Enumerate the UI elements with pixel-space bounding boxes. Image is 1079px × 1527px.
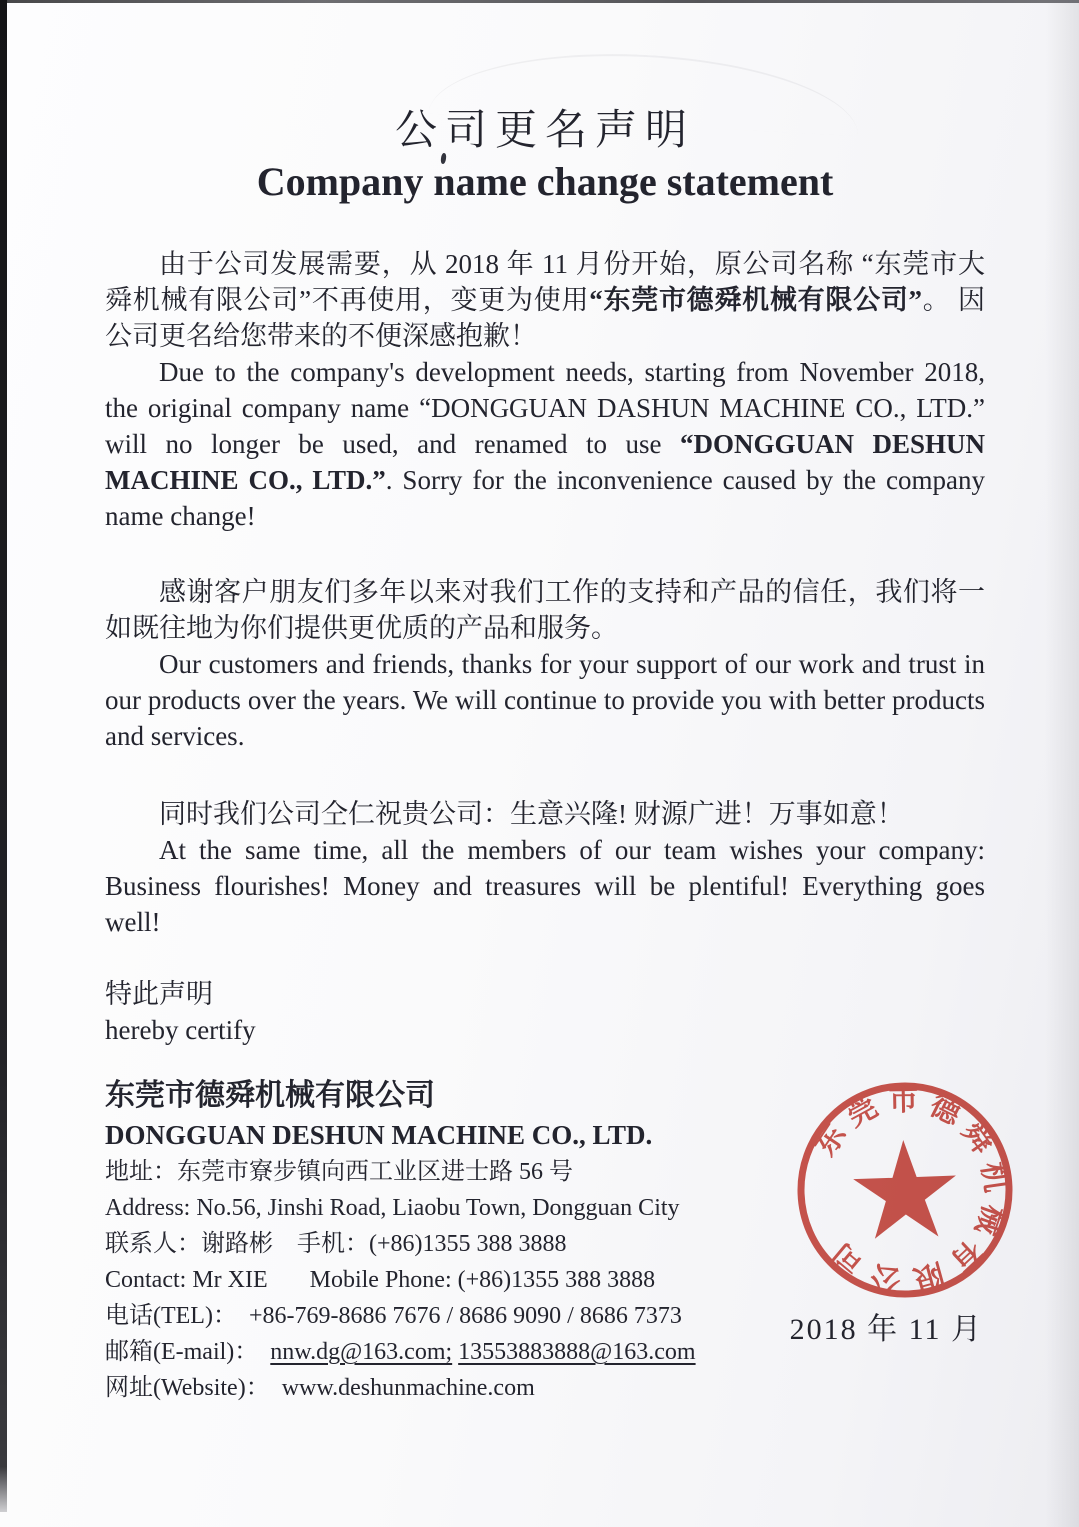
seal-star-icon xyxy=(852,1138,958,1239)
email-address-2: 13553883888@163.com xyxy=(458,1339,696,1365)
website-label: 网址(Website)： xyxy=(105,1375,282,1401)
new-company-name-english: “DONGGUAN DESHUN MACHINE CO., LTD.” xyxy=(105,429,985,495)
paragraph-1-chinese xyxy=(105,246,985,354)
email-address-1: nnw.dg@163.com; xyxy=(270,1339,453,1365)
declaration-chinese: 特此声明 xyxy=(105,979,213,1009)
website-line xyxy=(105,1370,985,1406)
paragraph-2-chinese: 感谢客户朋友们多年以来对我们工作的支持和产品的信任，我们将一如既往地为你们提供更优质的产品和服务。 xyxy=(105,577,985,643)
contact-line-chinese: 联系人：谢路彬 手机：(+86)1355 388 3888 xyxy=(105,1231,567,1257)
scan-edge-top xyxy=(0,0,1079,3)
document-title-english: Company name change statement xyxy=(256,159,834,204)
document-date: 2018 年 11 月 xyxy=(789,1313,983,1346)
new-company-name-chinese: “东莞市德舜机械有限公司” xyxy=(589,285,923,315)
website-url: www.deshunmachine.com xyxy=(281,1375,535,1401)
paragraph-1-chinese-post: 。 因公司更名给您带来的不便深感抱歉！ xyxy=(105,285,986,351)
seal-text: 东莞市德舜机械有限公司 xyxy=(808,1083,1013,1297)
address-line-chinese: 地址：东莞市寮步镇向西工业区进士路 56 号 xyxy=(105,1159,573,1185)
address-line-english: Address: No.56, Jinshi Road, Liaobu Town, Dongguan City xyxy=(105,1195,680,1221)
scan-edge-right-shadow xyxy=(1045,0,1079,1527)
scan-edge-left xyxy=(0,0,7,1512)
email-label: 邮箱(E-mail)： xyxy=(105,1339,271,1365)
signature-company-chinese: 东莞市德舜机械有限公司 xyxy=(105,1079,435,1112)
paragraph-1-english xyxy=(105,354,985,534)
telephone-line: 电话(TEL)： +86-769-8686 7676 / 8686 9090 / 8686 7373 xyxy=(105,1303,682,1329)
signature-company-english: DONGGUAN DESHUN MACHINE CO., LTD. xyxy=(105,1120,653,1150)
declaration-english: hereby certify xyxy=(105,1015,256,1045)
paragraph-3-chinese: 同时我们公司仝仁祝贵公司：生意兴隆! 财源广进！万事如意！ xyxy=(159,799,904,829)
paragraph-1-chinese-pre: 由于公司发展需要，从 2018 年 11 月份开始，原公司名称 “东莞市大舜机械有限公司”不再使用，变更为使用 xyxy=(105,249,985,315)
document-title-chinese: 公司更名声明 xyxy=(394,108,695,154)
paragraph-2-english: Our customers and friends, thanks for your support of our work and trust in our products over the years. We will continue to provide you with better products and services. xyxy=(105,649,985,751)
paragraph-1-english-post: . Sorry for the inconvenience caused by the company name change! xyxy=(105,465,985,531)
company-seal-stamp xyxy=(786,1071,1024,1309)
paragraph-3-english: At the same time, all the members of our team wishes your company: Business flourishes! Money and treasures will be plentiful! Everything goes well! xyxy=(105,835,985,937)
contact-line-english: Contact: Mr XIE Mobile Phone: (+86)1355 388 3888 xyxy=(105,1267,656,1293)
paragraph-1-english-pre: Due to the company's development needs, starting from November 2018, the original company name “DONGGUAN DASHUN MACHINE CO., LTD.” will no longer be used, and renamed to use xyxy=(105,357,985,459)
declaration-block xyxy=(105,976,985,1048)
